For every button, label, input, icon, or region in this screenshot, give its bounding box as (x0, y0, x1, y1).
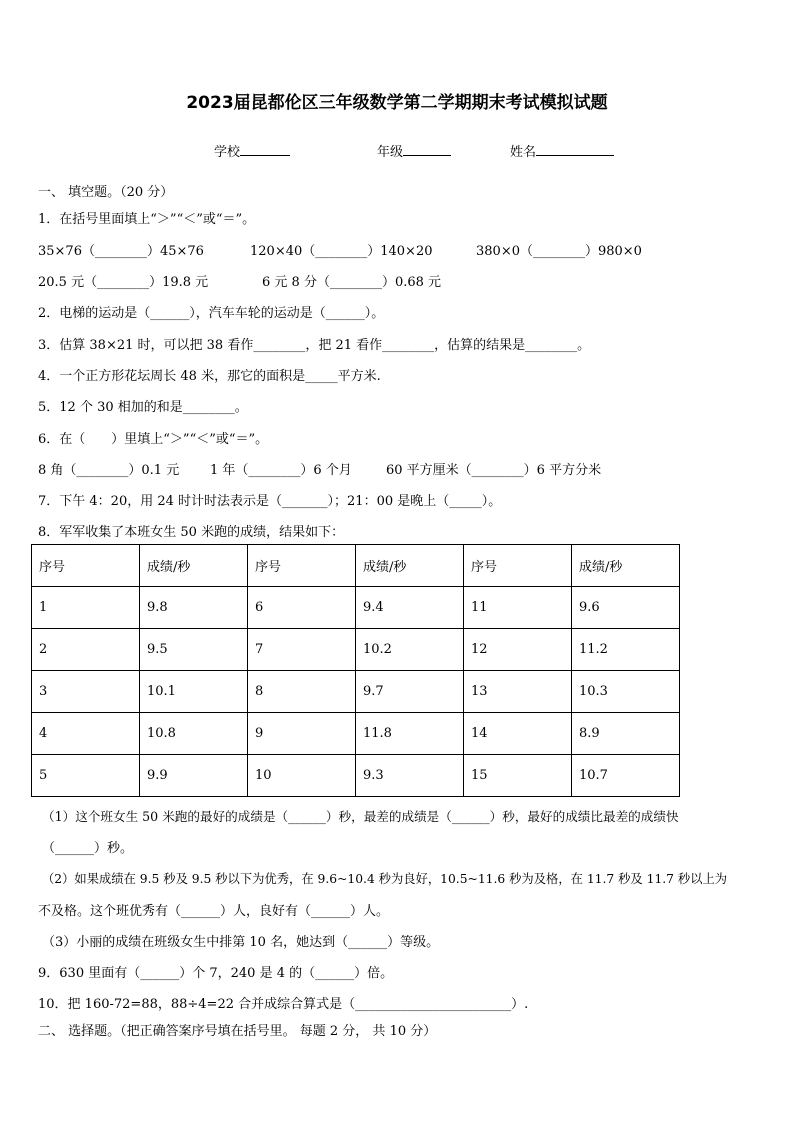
table-cell: 5 (32, 755, 140, 797)
question-3: 3．估算 38×21 时，可以把 38 看作________，把 21 看作________，估算的结果是________。 (38, 338, 591, 353)
table-header: 序号 (32, 545, 140, 587)
table-cell: 10.8 (140, 713, 248, 755)
table-cell: 4 (32, 713, 140, 755)
question-8: 8．军军收集了本班女生 50 米跑的成绩，结果如下： (38, 525, 345, 540)
question-7: 7．下午 4：20，用 24 时计时法表示是（_______）；21：00 是晚上（_____）。 (38, 494, 502, 509)
results-table (31, 544, 680, 797)
question-2: 2．电梯的运动是（______），汽车车轮的运动是（______）。 (38, 306, 385, 321)
table-cell: 10.2 (356, 629, 464, 671)
q8-sub-2-line-1: （2）如果成绩在 9.5 秒及 9.5 秒以下为优秀，在 9.6~10.4 秒为良好，10.5~11.6 秒为及格，在 11.7 秒及 11.7 秒以上为 (42, 872, 728, 886)
table-cell: 10.7 (572, 755, 680, 797)
school-blank[interactable] (240, 141, 290, 156)
table-cell: 3 (32, 671, 140, 713)
table-cell: 7 (248, 629, 356, 671)
table-header: 序号 (248, 545, 356, 587)
table-header-row (32, 545, 680, 587)
q8-sub-2-line-2: 不及格。这个班优秀有（______）人，良好有（______）人。 (38, 904, 390, 919)
table-cell: 9 (248, 713, 356, 755)
table-cell: 11.8 (356, 713, 464, 755)
table-cell: 10.1 (140, 671, 248, 713)
table-cell: 12 (464, 629, 572, 671)
table-cell: 13 (464, 671, 572, 713)
table-cell: 9.9 (140, 755, 248, 797)
q8-sub-1-line-2: （______）秒。 (42, 841, 134, 856)
name-blank[interactable] (536, 141, 614, 156)
question-9: 9．630 里面有（______）个 7，240 是 4 的（______）倍。 (38, 966, 394, 981)
name-label: 姓名 (510, 145, 537, 160)
question-4: 4．一个正方形花坛周长 48 米，那它的面积是_____平方米. (38, 369, 381, 384)
table-cell: 11 (464, 587, 572, 629)
table-cell: 9.3 (356, 755, 464, 797)
table-cell: 9.5 (140, 629, 248, 671)
table-row (32, 671, 680, 713)
table-header: 成绩/秒 (140, 545, 248, 587)
q6-item-2: 1 年（________）6 个月 (210, 463, 352, 478)
q8-sub-1-line-1: （1）这个班女生 50 米跑的最好的成绩是（______）秒，最差的成绩是（______）秒，最好的成绩比最差的成绩快 (42, 809, 679, 824)
q8-sub-3: （3）小丽的成绩在班级女生中排第 10 名，她达到（______）等级。 (42, 935, 440, 950)
page-title: 2023届昆都伦区三年级数学第二学期期末考试模拟试题 (186, 93, 608, 113)
table-cell: 14 (464, 713, 572, 755)
table-cell: 10.3 (572, 671, 680, 713)
table-header: 成绩/秒 (356, 545, 464, 587)
grade-label: 年级 (377, 145, 404, 160)
table-cell: 6 (248, 587, 356, 629)
q1-item-3: 380×0（________）980×0 (476, 244, 642, 259)
section-2-heading: 二、 选择题。（把正确答案序号填在括号里。 每题 2 分， 共 10 分） (38, 1024, 437, 1039)
q6-item-3: 60 平方厘米（________）6 平方分米 (386, 463, 602, 478)
table-header: 成绩/秒 (572, 545, 680, 587)
name-field[interactable] (510, 141, 614, 160)
table-row (32, 713, 680, 755)
table-row (32, 587, 680, 629)
table-cell: 10 (248, 755, 356, 797)
table-row (32, 629, 680, 671)
table-cell: 8.9 (572, 713, 680, 755)
table-cell: 9.4 (356, 587, 464, 629)
question-6: 6．在（ ）里填上“＞”“＜”或“＝”。 (38, 432, 269, 447)
table-cell: 9.7 (356, 671, 464, 713)
table-cell: 9.8 (140, 587, 248, 629)
q6-item-1: 8 角（________）0.1 元 (38, 463, 180, 478)
q1-item-2: 120×40（________）140×20 (250, 244, 433, 259)
question-5: 5．12 个 30 相加的和是________。 (38, 400, 248, 415)
question-1: 1．在括号里面填上“＞”“＜”或“＝”。 (38, 212, 256, 227)
q1-item-4: 20.5 元（________）19.8 元 (38, 275, 209, 290)
question-10: 10．把 160-72=88，88÷4=22 合并成综合算式是（________________________）. (38, 997, 529, 1012)
table-cell: 8 (248, 671, 356, 713)
table-cell: 11.2 (572, 629, 680, 671)
school-field[interactable] (214, 141, 290, 160)
table-row (32, 755, 680, 797)
q1-item-5: 6 元 8 分（________）0.68 元 (262, 275, 442, 290)
table-cell: 15 (464, 755, 572, 797)
table-cell: 1 (32, 587, 140, 629)
grade-field[interactable] (377, 141, 451, 160)
table-cell: 9.6 (572, 587, 680, 629)
section-1-heading: 一、 填空题。（20 分） (38, 185, 174, 200)
grade-blank[interactable] (403, 141, 451, 156)
school-label: 学校 (214, 145, 241, 160)
q1-item-1: 35×76（________）45×76 (38, 244, 204, 259)
table-cell: 2 (32, 629, 140, 671)
table-header: 序号 (464, 545, 572, 587)
